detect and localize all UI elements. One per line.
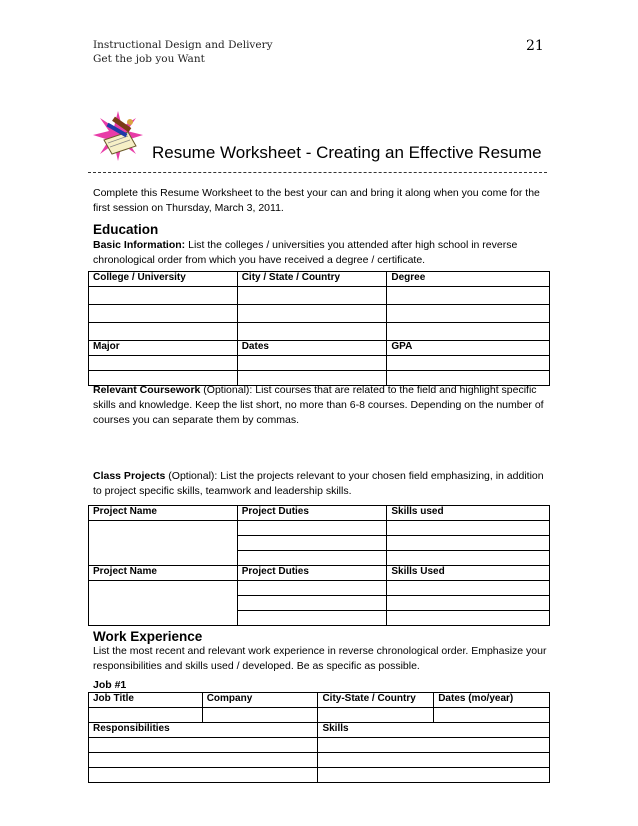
table-cell[interactable] [237, 596, 387, 611]
table-row [89, 708, 550, 723]
header-line-2: Get the job you Want [93, 53, 205, 65]
basic-information-label: Basic Information: [93, 239, 186, 251]
table-row [89, 768, 550, 783]
table-cell[interactable] [387, 581, 550, 596]
header-line-1: Instructional Design and Delivery [93, 39, 273, 51]
coursework-description [93, 383, 553, 428]
city-state-country-header: City-State / Country [318, 693, 434, 708]
table-row [89, 723, 550, 738]
table-cell[interactable] [387, 521, 550, 536]
page-number: 21 [526, 38, 544, 54]
education-description [93, 238, 553, 268]
basic-information-text: List the colleges / universities you attended after high school in reverse chronological order from which you have received a degree / certificate. [93, 239, 518, 266]
page-title: Resume Worksheet - Creating an Effective Resume [152, 143, 542, 162]
table-cell[interactable] [387, 551, 550, 566]
table-cell[interactable] [318, 738, 550, 753]
table-cell[interactable] [237, 356, 387, 371]
table-row [89, 753, 550, 768]
project-duties-header-2: Project Duties [237, 566, 387, 581]
table-row [89, 323, 550, 341]
table-cell[interactable] [387, 305, 550, 323]
project-duties-header: Project Duties [237, 506, 387, 521]
table-cell[interactable] [89, 323, 238, 341]
job-title-header: Job Title [89, 693, 203, 708]
table-row [89, 356, 550, 371]
company-header: Company [202, 693, 318, 708]
table-cell[interactable] [89, 581, 238, 626]
college-header: College / University [89, 272, 238, 287]
projects-label: Class Projects [93, 470, 166, 482]
table-cell[interactable] [387, 536, 550, 551]
table-cell[interactable] [89, 753, 318, 768]
table-cell[interactable] [237, 536, 387, 551]
skills-header: Skills [318, 723, 550, 738]
table-cell[interactable] [387, 323, 550, 341]
table-cell[interactable] [89, 708, 203, 723]
table-cell[interactable] [434, 708, 550, 723]
table-row [89, 305, 550, 323]
table-row [89, 506, 550, 521]
degree-header: Degree [387, 272, 550, 287]
table-cell[interactable] [237, 521, 387, 536]
city-header: City / State / Country [237, 272, 387, 287]
table-cell[interactable] [387, 287, 550, 305]
table-row [89, 287, 550, 305]
coursework-text: (Optional): List courses that are related to the field and highlight specific skills and knowledge. Keep the list short, no more than 6-8 courses. Depending on the number of courses you can separate them by commas. [93, 384, 544, 426]
title-divider [88, 172, 547, 173]
table-cell[interactable] [318, 753, 550, 768]
table-cell[interactable] [237, 611, 387, 626]
writing-clipart-icon [92, 110, 144, 162]
projects-text: (Optional): List the projects relevant to your chosen field emphasizing, in addition to project specific skills, teamwork and leadership skills. [93, 470, 544, 497]
table-cell[interactable] [237, 305, 387, 323]
table-row [89, 738, 550, 753]
table-row [89, 581, 550, 596]
work-experience-description: List the most recent and relevant work experience in reverse chronological order. Emphasize your responsibilities and skills used / developed. Be as specific as possible. [93, 645, 547, 672]
projects-description [93, 469, 553, 499]
education-heading: Education [93, 222, 159, 237]
work-experience-heading: Work Experience [93, 629, 203, 644]
projects-table [88, 505, 550, 626]
dates-header: Dates [237, 341, 387, 356]
skills-used-header-2: Skills Used [387, 566, 550, 581]
coursework-label: Relevant Coursework [93, 384, 201, 396]
table-cell[interactable] [89, 768, 318, 783]
responsibilities-header: Responsibilities [89, 723, 318, 738]
skills-used-header: Skills used [387, 506, 550, 521]
work-experience-table [88, 692, 550, 783]
table-cell[interactable] [387, 611, 550, 626]
table-cell[interactable] [89, 305, 238, 323]
table-cell[interactable] [387, 356, 550, 371]
job-label: Job #1 [93, 679, 127, 691]
dates-mo-year-header: Dates (mo/year) [434, 693, 550, 708]
table-cell[interactable] [202, 708, 318, 723]
table-cell[interactable] [387, 596, 550, 611]
major-header: Major [89, 341, 238, 356]
intro-text: Complete this Resume Worksheet to the best your can and bring it along when you come for the first session on Thursday, March 3, 2011. [93, 187, 540, 214]
education-table [88, 271, 550, 386]
table-cell[interactable] [318, 768, 550, 783]
table-row [89, 521, 550, 536]
table-cell[interactable] [89, 738, 318, 753]
table-cell[interactable] [318, 708, 434, 723]
table-cell[interactable] [237, 287, 387, 305]
table-cell[interactable] [89, 356, 238, 371]
table-cell[interactable] [89, 287, 238, 305]
table-cell[interactable] [237, 581, 387, 596]
table-cell[interactable] [237, 551, 387, 566]
table-cell[interactable] [237, 323, 387, 341]
project-name-header: Project Name [89, 506, 238, 521]
project-name-header-2: Project Name [89, 566, 238, 581]
gpa-header: GPA [387, 341, 550, 356]
table-cell[interactable] [89, 521, 238, 566]
running-header [93, 38, 273, 66]
table-row [89, 693, 550, 708]
table-row [89, 341, 550, 356]
table-row [89, 566, 550, 581]
table-row [89, 272, 550, 287]
